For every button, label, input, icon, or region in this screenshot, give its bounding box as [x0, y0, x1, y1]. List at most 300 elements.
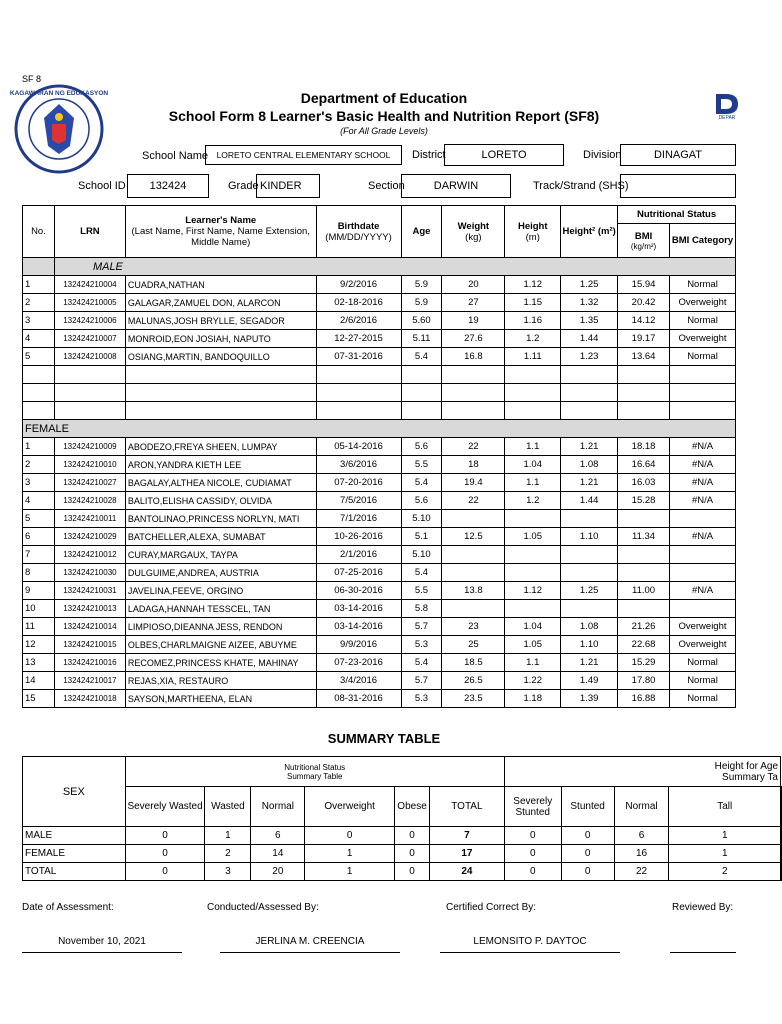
summary-hfa-value[interactable]: 6: [614, 827, 669, 845]
cell-height[interactable]: 1.16: [505, 312, 561, 330]
cell-age[interactable]: 5.4: [401, 654, 442, 672]
cell-lrn[interactable]: 132424210004: [54, 276, 125, 294]
cell-weight[interactable]: [442, 546, 505, 564]
cell-lrn[interactable]: 132424210014: [54, 618, 125, 636]
cell-empty[interactable]: [561, 384, 618, 402]
section-field[interactable]: DARWIN: [401, 174, 511, 198]
cell-age[interactable]: 5.4: [401, 564, 442, 582]
cell-category[interactable]: Normal: [670, 672, 736, 690]
cell-lrn[interactable]: 132424210016: [54, 654, 125, 672]
cell-age[interactable]: 5.4: [401, 474, 442, 492]
cell-empty[interactable]: [442, 366, 505, 384]
cell-name[interactable]: CURAY,MARGAUX, TAYPA: [125, 546, 316, 564]
cell-height[interactable]: 1.1: [505, 474, 561, 492]
summary-ns-value[interactable]: 6: [251, 827, 305, 845]
cell-lrn[interactable]: 132424210028: [54, 492, 125, 510]
cell-height[interactable]: 1.05: [505, 636, 561, 654]
cell-birthdate[interactable]: 9/2/2016: [316, 276, 401, 294]
cell-name[interactable]: DULGUIME,ANDREA, AUSTRIA: [125, 564, 316, 582]
summary-hfa-header: [504, 757, 780, 787]
school-id-label: School ID: [78, 180, 126, 192]
cell-height2[interactable]: 1.25: [561, 276, 618, 294]
cell-height[interactable]: 1.11: [505, 348, 561, 366]
cell-height2[interactable]: 1.32: [561, 294, 618, 312]
cell-height[interactable]: 1.12: [505, 276, 561, 294]
cell-height2[interactable]: 1.21: [561, 474, 618, 492]
cell-category[interactable]: Normal: [670, 276, 736, 294]
table-row: [23, 546, 736, 564]
cell-height2[interactable]: 1.10: [561, 636, 618, 654]
cell-name[interactable]: JAVELINA,FEEVE, ORGINO: [125, 582, 316, 600]
summary-hfa-value[interactable]: 0: [561, 827, 614, 845]
cell-birthdate[interactable]: 7/1/2016: [316, 510, 401, 528]
summary-ns-value[interactable]: 0: [395, 863, 430, 881]
cell-age[interactable]: 5.9: [401, 294, 442, 312]
cell-no[interactable]: 1: [23, 276, 55, 294]
conducted-label: Conducted/Assessed By:: [207, 902, 319, 913]
cell-weight[interactable]: 23.5: [442, 690, 505, 708]
cell-category[interactable]: [670, 564, 736, 582]
cell-weight[interactable]: 16.8: [442, 348, 505, 366]
cell-category[interactable]: Overweight: [670, 618, 736, 636]
col-height2: Height² (m²): [561, 206, 618, 258]
learners-table: [22, 205, 736, 708]
cell-age[interactable]: 5.1: [401, 528, 442, 546]
cell-bmi[interactable]: 11.34: [618, 528, 670, 546]
cell-lrn[interactable]: 132424210010: [54, 456, 125, 474]
cell-name[interactable]: BALITO,ELISHA CASSIDY, OLVIDA: [125, 492, 316, 510]
cell-category[interactable]: #N/A: [670, 582, 736, 600]
cell-age[interactable]: 5.10: [401, 510, 442, 528]
cell-height2[interactable]: 1.35: [561, 312, 618, 330]
cell-name[interactable]: OLBES,CHARLMAIGNE AIZEE, ABUYME: [125, 636, 316, 654]
cell-empty[interactable]: [670, 384, 736, 402]
cell-no[interactable]: 15: [23, 690, 55, 708]
cell-empty[interactable]: [401, 366, 442, 384]
cell-category[interactable]: [670, 546, 736, 564]
cell-no[interactable]: 10: [23, 600, 55, 618]
summary-ns-value[interactable]: 1: [305, 863, 395, 881]
cell-no[interactable]: 5: [23, 348, 55, 366]
cell-bmi[interactable]: 17.80: [618, 672, 670, 690]
cell-height[interactable]: [505, 600, 561, 618]
summary-ns-value[interactable]: 24: [430, 863, 505, 881]
cell-category[interactable]: #N/A: [670, 474, 736, 492]
cell-birthdate[interactable]: 9/9/2016: [316, 636, 401, 654]
cell-height[interactable]: [505, 546, 561, 564]
page-note: (For All Grade Levels): [340, 126, 428, 136]
cell-weight[interactable]: 27.6: [442, 330, 505, 348]
cell-height2[interactable]: [561, 546, 618, 564]
learners-table-body: [23, 258, 736, 708]
summary-hfa-value[interactable]: 0: [504, 827, 561, 845]
summary-col-ns: Severely Wasted: [125, 787, 205, 827]
cell-name[interactable]: OSIANG,MARTIN, BANDOQUILLO: [125, 348, 316, 366]
cell-height2[interactable]: 1.39: [561, 690, 618, 708]
cell-birthdate[interactable]: 07-25-2016: [316, 564, 401, 582]
summary-ns-value[interactable]: 2: [205, 845, 251, 863]
cell-empty[interactable]: [316, 366, 401, 384]
cell-height[interactable]: 1.1: [505, 438, 561, 456]
summary-ns-value[interactable]: 1: [205, 827, 251, 845]
cell-bmi[interactable]: 15.29: [618, 654, 670, 672]
cell-no[interactable]: 2: [23, 294, 55, 312]
summary-hfa-value[interactable]: 0: [561, 845, 614, 863]
cell-empty[interactable]: [442, 402, 505, 420]
summary-ns-value[interactable]: 0: [395, 845, 430, 863]
cell-birthdate[interactable]: 03-14-2016: [316, 618, 401, 636]
cell-height[interactable]: 1.18: [505, 690, 561, 708]
cell-name[interactable]: MONROID,EON JOSIAH, NAPUTO: [125, 330, 316, 348]
cell-weight[interactable]: 22: [442, 438, 505, 456]
cell-birthdate[interactable]: 07-20-2016: [316, 474, 401, 492]
cell-empty[interactable]: [23, 402, 55, 420]
col-name: [125, 206, 316, 258]
summary-hfa-value[interactable]: 0: [504, 845, 561, 863]
cell-name[interactable]: CUADRA,NATHAN: [125, 276, 316, 294]
cell-height[interactable]: 1.12: [505, 582, 561, 600]
cell-lrn[interactable]: 132424210015: [54, 636, 125, 654]
table-row: [23, 456, 736, 474]
cell-birthdate[interactable]: 10-26-2016: [316, 528, 401, 546]
cell-height2[interactable]: 1.49: [561, 672, 618, 690]
summary-hfa-value[interactable]: 22: [614, 863, 669, 881]
cell-name[interactable]: REJAS,XIA, RESTAURO: [125, 672, 316, 690]
cell-category[interactable]: [670, 600, 736, 618]
cell-bmi[interactable]: 19.17: [618, 330, 670, 348]
cell-bmi[interactable]: 15.94: [618, 276, 670, 294]
cell-weight[interactable]: [442, 600, 505, 618]
cell-height[interactable]: 1.04: [505, 456, 561, 474]
summary-hfa-value[interactable]: 1: [669, 845, 781, 863]
cell-empty[interactable]: [125, 366, 316, 384]
cell-height2[interactable]: 1.10: [561, 528, 618, 546]
cell-name[interactable]: MALUNAS,JOSH BRYLLE, SEGADOR: [125, 312, 316, 330]
cell-weight[interactable]: 22: [442, 492, 505, 510]
cell-age[interactable]: 5.5: [401, 456, 442, 474]
summary-hfa-value[interactable]: 2: [669, 863, 781, 881]
summary-hfa-value[interactable]: 0: [561, 863, 614, 881]
cell-empty[interactable]: [670, 366, 736, 384]
summary-hfa-title: Height for Age: [714, 760, 778, 772]
cell-empty[interactable]: [505, 402, 561, 420]
cell-name[interactable]: ARON,YANDRA KIETH LEE: [125, 456, 316, 474]
cell-lrn[interactable]: 132424210013: [54, 600, 125, 618]
summary-ns-title: Nutritional Status: [284, 762, 346, 772]
cell-empty[interactable]: [401, 384, 442, 402]
cell-no[interactable]: 13: [23, 654, 55, 672]
cell-age[interactable]: 5.8: [401, 600, 442, 618]
cell-empty[interactable]: [618, 384, 670, 402]
table-row: [23, 294, 736, 312]
col-age: Age: [401, 206, 442, 258]
cell-bmi[interactable]: 22.68: [618, 636, 670, 654]
cell-empty[interactable]: [125, 384, 316, 402]
cell-no[interactable]: 11: [23, 618, 55, 636]
summary-ns-value[interactable]: 1: [305, 845, 395, 863]
cell-height[interactable]: 1.04: [505, 618, 561, 636]
summary-ns-value[interactable]: 0: [395, 827, 430, 845]
summary-col-ns: Overweight: [305, 787, 395, 827]
cell-birthdate[interactable]: 07-23-2016: [316, 654, 401, 672]
cell-height2[interactable]: [561, 564, 618, 582]
conducted-value: JERLINA M. CREENCIA: [220, 936, 400, 953]
cell-lrn[interactable]: 132424210005: [54, 294, 125, 312]
cell-birthdate[interactable]: 7/5/2016: [316, 492, 401, 510]
summary-col-hfa: Severely Stunted: [504, 787, 561, 827]
cell-bmi[interactable]: [618, 564, 670, 582]
cell-lrn[interactable]: 132424210012: [54, 546, 125, 564]
cell-name[interactable]: SAYSON,MARTHEENA, ELAN: [125, 690, 316, 708]
cell-category[interactable]: Normal: [670, 348, 736, 366]
cell-no[interactable]: 7: [23, 546, 55, 564]
cell-birthdate[interactable]: 03-14-2016: [316, 600, 401, 618]
cell-height2[interactable]: 1.23: [561, 348, 618, 366]
cell-lrn[interactable]: 132424210027: [54, 474, 125, 492]
cell-height[interactable]: 1.2: [505, 330, 561, 348]
cell-no[interactable]: 3: [23, 312, 55, 330]
cell-birthdate[interactable]: 02-18-2016: [316, 294, 401, 312]
cell-name[interactable]: LADAGA,HANNAH TESSCEL, TAN: [125, 600, 316, 618]
cell-height[interactable]: [505, 564, 561, 582]
cell-age[interactable]: 5.6: [401, 438, 442, 456]
cell-lrn[interactable]: 132424210017: [54, 672, 125, 690]
grade-field[interactable]: KINDER: [256, 174, 320, 198]
cell-weight[interactable]: 19: [442, 312, 505, 330]
cell-no[interactable]: 4: [23, 492, 55, 510]
cell-empty[interactable]: [54, 384, 125, 402]
cell-bmi[interactable]: 13.64: [618, 348, 670, 366]
cell-category[interactable]: Normal: [670, 654, 736, 672]
cell-empty[interactable]: [670, 402, 736, 420]
cell-age[interactable]: 5.10: [401, 546, 442, 564]
cell-weight[interactable]: 27: [442, 294, 505, 312]
cell-birthdate[interactable]: 12-27-2015: [316, 330, 401, 348]
cell-weight[interactable]: 18: [442, 456, 505, 474]
cell-no[interactable]: 4: [23, 330, 55, 348]
summary-row: [23, 845, 782, 863]
cell-height2[interactable]: 1.44: [561, 492, 618, 510]
cell-height2[interactable]: 1.21: [561, 438, 618, 456]
cell-empty[interactable]: [442, 384, 505, 402]
summary-ns-value[interactable]: 3: [205, 863, 251, 881]
cell-weight[interactable]: 19.4: [442, 474, 505, 492]
table-row: [23, 636, 736, 654]
cell-no[interactable]: 1: [23, 438, 55, 456]
cell-age[interactable]: 5.11: [401, 330, 442, 348]
col-bmi-title: BMI: [634, 230, 653, 242]
cell-height2[interactable]: [561, 510, 618, 528]
cell-empty[interactable]: [316, 402, 401, 420]
school-id-field[interactable]: 132424: [127, 174, 209, 198]
cell-empty[interactable]: [561, 366, 618, 384]
cell-weight[interactable]: 13.8: [442, 582, 505, 600]
certified-value: LEMONSITO P. DAYTOC: [440, 936, 620, 953]
summary-ns-value[interactable]: 17: [430, 845, 505, 863]
cell-category[interactable]: #N/A: [670, 492, 736, 510]
cell-bmi[interactable]: [618, 600, 670, 618]
reviewed-label: Reviewed By:: [672, 902, 734, 913]
cell-lrn[interactable]: 132424210031: [54, 582, 125, 600]
cell-birthdate[interactable]: 07-31-2016: [316, 348, 401, 366]
cell-category[interactable]: [670, 510, 736, 528]
cell-category[interactable]: Normal: [670, 690, 736, 708]
cell-empty[interactable]: [618, 402, 670, 420]
cell-no[interactable]: 14: [23, 672, 55, 690]
cell-birthdate[interactable]: 3/6/2016: [316, 456, 401, 474]
cell-bmi[interactable]: 16.64: [618, 456, 670, 474]
cell-birthdate[interactable]: 2/1/2016: [316, 546, 401, 564]
cell-bmi[interactable]: 11.00: [618, 582, 670, 600]
summary-ns-value[interactable]: 0: [125, 863, 205, 881]
cell-age[interactable]: 5.9: [401, 276, 442, 294]
cell-lrn[interactable]: 132424210009: [54, 438, 125, 456]
cell-category[interactable]: Overweight: [670, 294, 736, 312]
summary-title: SUMMARY TABLE: [327, 731, 441, 746]
cell-no[interactable]: 2: [23, 456, 55, 474]
district-field[interactable]: LORETO: [444, 144, 564, 166]
track-field[interactable]: [620, 174, 736, 198]
cell-name[interactable]: BAGALAY,ALTHEA NICOLE, CUDIAMAT: [125, 474, 316, 492]
cell-weight[interactable]: [442, 510, 505, 528]
summary-ns-value[interactable]: 0: [125, 827, 205, 845]
cell-lrn[interactable]: 132424210007: [54, 330, 125, 348]
cell-empty[interactable]: [125, 402, 316, 420]
cell-category[interactable]: #N/A: [670, 456, 736, 474]
cell-birthdate[interactable]: 08-31-2016: [316, 690, 401, 708]
cell-no[interactable]: 6: [23, 528, 55, 546]
cell-height[interactable]: 1.1: [505, 654, 561, 672]
cell-height2[interactable]: 1.44: [561, 330, 618, 348]
cell-category[interactable]: #N/A: [670, 528, 736, 546]
summary-col-hfa: Stunted: [561, 787, 614, 827]
cell-no[interactable]: 8: [23, 564, 55, 582]
cell-no[interactable]: 5: [23, 510, 55, 528]
cell-category[interactable]: Normal: [670, 312, 736, 330]
cell-height[interactable]: 1.22: [505, 672, 561, 690]
cell-bmi[interactable]: [618, 546, 670, 564]
cell-height[interactable]: [505, 510, 561, 528]
cell-height2[interactable]: [561, 600, 618, 618]
division-field[interactable]: DINAGAT: [620, 144, 736, 166]
cell-height[interactable]: 1.2: [505, 492, 561, 510]
summary-hfa-value[interactable]: 16: [614, 845, 669, 863]
cell-height2[interactable]: 1.25: [561, 582, 618, 600]
cell-lrn[interactable]: 132424210008: [54, 348, 125, 366]
cell-weight[interactable]: [442, 564, 505, 582]
district-label: District: [412, 149, 446, 161]
cell-weight[interactable]: 23: [442, 618, 505, 636]
cell-name[interactable]: BATCHELLER,ALEXA, SUMABAT: [125, 528, 316, 546]
cell-age[interactable]: 5.7: [401, 618, 442, 636]
cell-weight[interactable]: 25: [442, 636, 505, 654]
cell-bmi[interactable]: 16.03: [618, 474, 670, 492]
cell-age[interactable]: 5.6: [401, 492, 442, 510]
summary-hfa-value[interactable]: 1: [669, 827, 781, 845]
cell-bmi[interactable]: 14.12: [618, 312, 670, 330]
cell-age[interactable]: 5.4: [401, 348, 442, 366]
table-row: [23, 312, 736, 330]
cell-birthdate[interactable]: 3/4/2016: [316, 672, 401, 690]
cell-empty[interactable]: [401, 402, 442, 420]
cell-bmi[interactable]: 15.28: [618, 492, 670, 510]
cell-bmi[interactable]: 20.42: [618, 294, 670, 312]
cell-empty[interactable]: [54, 402, 125, 420]
cell-name[interactable]: ABODEZO,FREYA SHEEN, LUMPAY: [125, 438, 316, 456]
table-row: [23, 348, 736, 366]
summary-hfa-value[interactable]: 0: [504, 863, 561, 881]
cell-category[interactable]: #N/A: [670, 438, 736, 456]
cell-bmi[interactable]: 18.18: [618, 438, 670, 456]
date-value: November 10, 2021: [22, 936, 182, 953]
section-header-label: FEMALE: [23, 420, 736, 438]
certified-label: Certified Correct By:: [446, 902, 537, 913]
cell-no[interactable]: 3: [23, 474, 55, 492]
cell-birthdate[interactable]: 06-30-2016: [316, 582, 401, 600]
cell-height2[interactable]: 1.08: [561, 618, 618, 636]
cell-lrn[interactable]: 132424210030: [54, 564, 125, 582]
cell-no[interactable]: 12: [23, 636, 55, 654]
cell-name[interactable]: LIMPIOSO,DIEANNA JESS, RENDON: [125, 618, 316, 636]
cell-lrn[interactable]: 132424210011: [54, 510, 125, 528]
cell-weight[interactable]: 26.5: [442, 672, 505, 690]
summary-ns-value[interactable]: 0: [125, 845, 205, 863]
cell-age[interactable]: 5.3: [401, 636, 442, 654]
table-row: [23, 330, 736, 348]
cell-height2[interactable]: 1.21: [561, 654, 618, 672]
cell-category[interactable]: Overweight: [670, 636, 736, 654]
cell-name[interactable]: GALAGAR,ZAMUEL DON, ALARCON: [125, 294, 316, 312]
cell-empty[interactable]: [505, 384, 561, 402]
cell-empty[interactable]: [618, 366, 670, 384]
cell-name[interactable]: BANTOLINAO,PRINCESS NORLYN, MATI: [125, 510, 316, 528]
section-header-row: [23, 258, 736, 276]
school-name-field[interactable]: LORETO CENTRAL ELEMENTARY SCHOOL: [205, 145, 402, 165]
summary-ns-value[interactable]: 14: [251, 845, 305, 863]
cell-age[interactable]: 5.3: [401, 690, 442, 708]
cell-weight[interactable]: 18.5: [442, 654, 505, 672]
summary-ns-value[interactable]: 7: [430, 827, 505, 845]
cell-empty[interactable]: [23, 384, 55, 402]
cell-weight[interactable]: 20: [442, 276, 505, 294]
summary-ns-value[interactable]: 20: [251, 863, 305, 881]
summary-ns-value[interactable]: 0: [305, 827, 395, 845]
cell-no[interactable]: 9: [23, 582, 55, 600]
cell-age[interactable]: 5.7: [401, 672, 442, 690]
cell-empty[interactable]: [505, 366, 561, 384]
cell-lrn[interactable]: 132424210006: [54, 312, 125, 330]
cell-bmi[interactable]: 16.88: [618, 690, 670, 708]
cell-birthdate[interactable]: 2/6/2016: [316, 312, 401, 330]
cell-birthdate[interactable]: 05-14-2016: [316, 438, 401, 456]
cell-empty[interactable]: [561, 402, 618, 420]
cell-age[interactable]: 5.60: [401, 312, 442, 330]
cell-empty[interactable]: [316, 384, 401, 402]
cell-height[interactable]: 1.15: [505, 294, 561, 312]
cell-empty[interactable]: [54, 366, 125, 384]
cell-height2[interactable]: 1.08: [561, 456, 618, 474]
cell-age[interactable]: 5.5: [401, 582, 442, 600]
cell-lrn[interactable]: 132424210029: [54, 528, 125, 546]
cell-category[interactable]: Overweight: [670, 330, 736, 348]
cell-name[interactable]: RECOMEZ,PRINCESS KHATE, MAHINAY: [125, 654, 316, 672]
cell-empty[interactable]: [23, 366, 55, 384]
cell-bmi[interactable]: 21.26: [618, 618, 670, 636]
cell-bmi[interactable]: [618, 510, 670, 528]
cell-height[interactable]: 1.05: [505, 528, 561, 546]
cell-weight[interactable]: 12.5: [442, 528, 505, 546]
cell-lrn[interactable]: 132424210018: [54, 690, 125, 708]
